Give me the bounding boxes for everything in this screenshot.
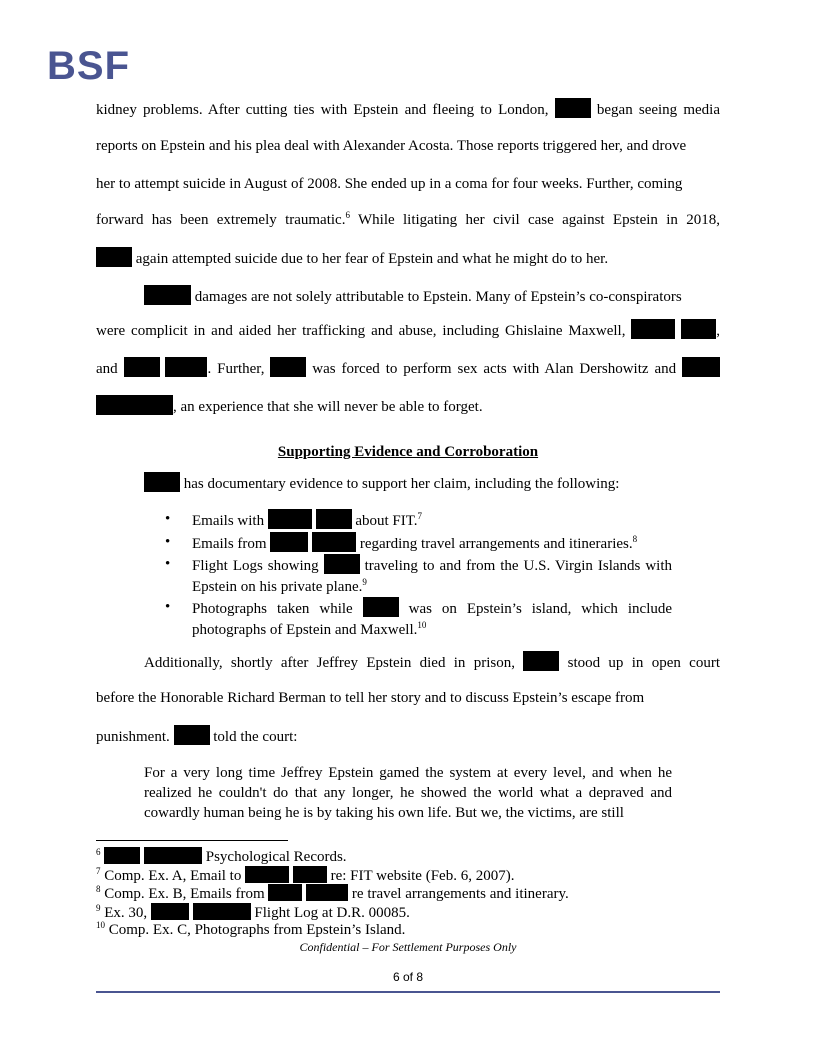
- p1-line-4: forward has been extremely traumatic.$^6$ While litigating her civil case against Epstein in 2018,: [96, 210, 720, 228]
- footer-rule: [96, 991, 720, 993]
- redaction-box: [523, 651, 559, 671]
- p1-line-2: reports on Epstein and his plea deal with Alexander Acosta. Those reports triggered her, and drove: [96, 138, 687, 154]
- p4-line-1: Additionally, shortly after Jeffrey Epstein died in prison, stood up in open court: [144, 651, 720, 673]
- redaction-box: [193, 903, 251, 920]
- confidential-notice: Confidential – For Settlement Purposes Only: [299, 940, 517, 954]
- redaction-box: [124, 357, 160, 377]
- court-quote: For a very long time Jeffrey Epstein gamed the system at every level, and when he realized he couldn't do that any longer, he showed the world what a depraved and cowardly human being he is by taking his own life. But we, the victims, are still: [144, 765, 672, 821]
- redaction-box: [270, 532, 308, 552]
- footnote-separator: [96, 840, 288, 841]
- redaction-box: [96, 247, 132, 267]
- footnote-6: $^6$ Psychological Records.: [96, 847, 347, 865]
- redaction-box: [144, 847, 202, 864]
- evidence-list: [165, 509, 672, 640]
- redaction-box: [96, 395, 173, 415]
- redaction-box: [270, 357, 306, 377]
- p1-line-3: her to attempt suicide in August of 2008. She ended up in a coma for four weeks. Further, coming: [96, 176, 683, 192]
- footnote-8: $^8$ Comp. Ex. B, Emails from re travel arrangements and itinerary.: [96, 884, 569, 902]
- redaction-box: [363, 597, 399, 617]
- p3-line: has documentary evidence to support her claim, including the following:: [144, 472, 720, 494]
- redaction-box: [631, 319, 675, 339]
- redaction-box: [312, 532, 356, 552]
- redaction-box: [268, 509, 312, 529]
- redaction-box: [316, 509, 352, 529]
- redaction-box: [293, 866, 327, 883]
- list-item: • Emails with about FIT.$^7$: [165, 509, 672, 532]
- p1-line-5: again attempted suicide due to her fear of Epstein and what he might do to her.: [96, 247, 720, 269]
- redaction-box: [174, 725, 210, 745]
- redaction-box: [245, 866, 289, 883]
- section-heading: Supporting Evidence and Corroboration: [277, 444, 539, 460]
- redaction-box: [144, 285, 191, 305]
- redaction-box: [165, 357, 207, 377]
- p4-line-3: punishment. told the court:: [96, 725, 720, 747]
- page-number: 6 of 8: [392, 970, 424, 984]
- redaction-box: [681, 319, 716, 339]
- footnote-10: $^{10}$ Comp. Ex. C, Photographs from Epstein’s Island.: [96, 920, 406, 938]
- p2-line-3: and . Further, was forced to perform sex acts with Alan Dershowitz and: [96, 357, 720, 379]
- footnote-7: $^7$ Comp. Ex. A, Email to re: FIT website (Feb. 6, 2007).: [96, 866, 515, 884]
- redaction-box: [555, 98, 591, 118]
- p4-line-2: before the Honorable Richard Berman to tell her story and to discuss Epstein’s escape from: [96, 690, 645, 706]
- redaction-box: [306, 884, 348, 901]
- redaction-box: [324, 554, 360, 574]
- bsf-logo: BSF: [47, 44, 130, 88]
- redaction-box: [151, 903, 189, 920]
- footnote-9: $^9$ Ex. 30, Flight Log at D.R. 00085.: [96, 903, 410, 921]
- list-item: • Photographs taken while was on Epstein’s island, which include photographs of Epstein and Maxwell.$^{10}$: [165, 597, 672, 640]
- p1-line-1: kidney problems. After cutting ties with Epstein and fleeing to London, began seeing media: [96, 98, 720, 120]
- redaction-box: [104, 847, 140, 864]
- redaction-box: [144, 472, 180, 492]
- list-item: • Emails from regarding travel arrangements and itineraries.$^8$: [165, 532, 672, 555]
- p2-line-1: damages are not solely attributable to Epstein. Many of Epstein’s co-conspirators: [144, 285, 720, 307]
- p2-line-4: , an experience that she will never be able to forget.: [96, 395, 720, 417]
- redaction-box: [682, 357, 720, 377]
- list-item: • Flight Logs showing traveling to and from the U.S. Virgin Islands with Epstein on his private plane.$^9$: [165, 554, 672, 597]
- p2-line-2: were complicit in and aided her trafficking and abuse, including Ghislaine Maxwell, ,: [96, 319, 720, 341]
- redaction-box: [268, 884, 302, 901]
